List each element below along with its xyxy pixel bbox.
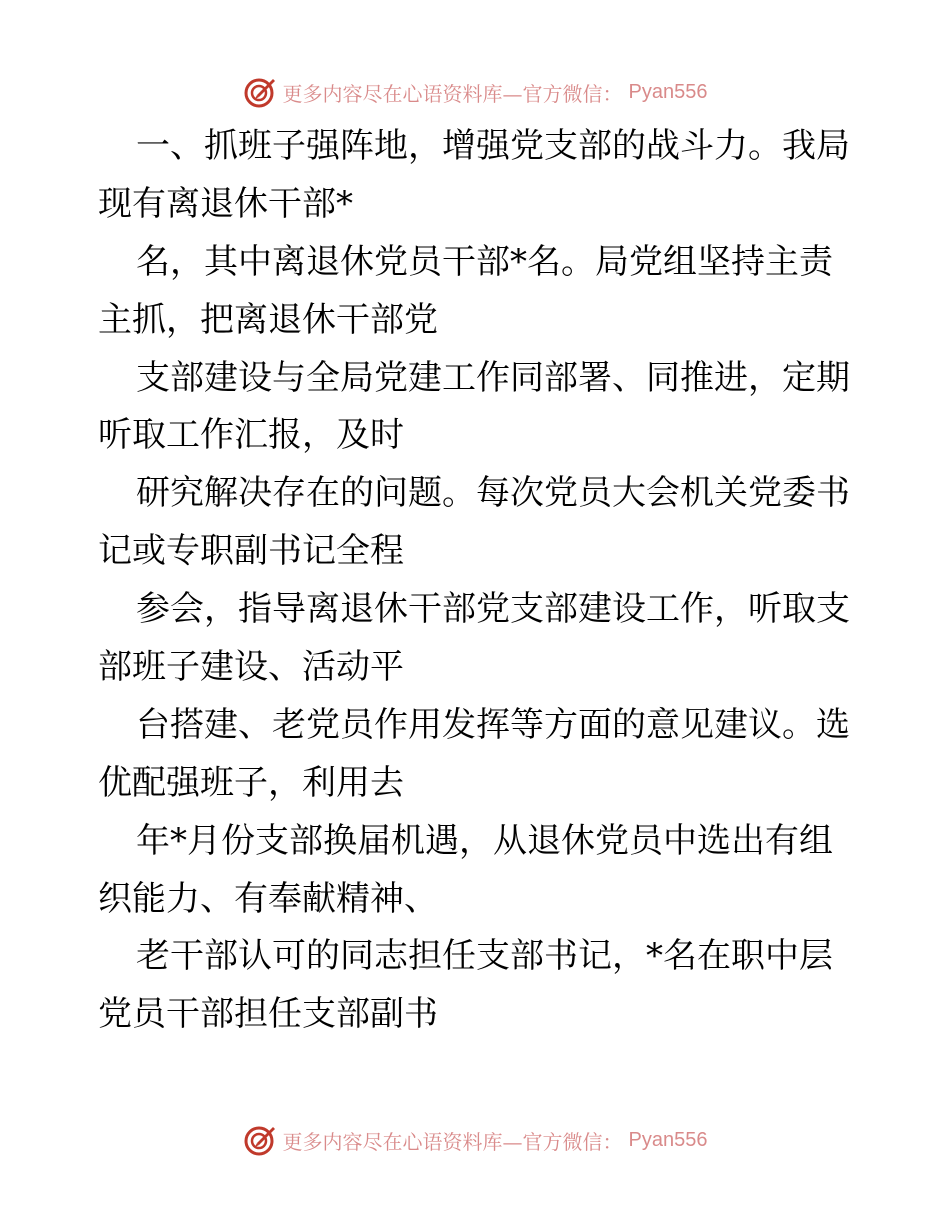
body-line: 现有离退休干部*: [98, 183, 353, 224]
pen-logo-icon: [243, 75, 277, 109]
body-line: 参会，指导离退休干部党支部建设工作，听取支: [136, 589, 850, 630]
body-line: 台搭建、老党员作用发挥等方面的意见建议。选: [136, 704, 850, 745]
footer-banner-handle: Pyan556: [628, 1128, 708, 1151]
body-line: 记或专职副书记全程: [98, 531, 404, 572]
body-line: 一、抓班子强阵地，增强党支部的战斗力。我局: [136, 126, 850, 166]
body-line: 党员干部担任支部副书: [98, 994, 438, 1035]
body-line: 部班子建设、活动平: [98, 647, 404, 688]
header-banner: [0, 72, 950, 112]
body-line: 支部建设与全局党建工作同部署、同推进，定期: [136, 357, 850, 398]
body-line: 织能力、有奉献精神、: [98, 878, 438, 919]
body-line: 研究解决存在的问题。每次党员大会机关党委书: [136, 473, 850, 514]
document-body: [98, 118, 858, 1044]
body-line: 主抓，把离退休干部党: [98, 299, 438, 340]
body-line: 年*月份支部换届机遇，从退休党员中选出有组: [136, 820, 833, 861]
footer-banner-text: 更多内容尽在心语资料库—官方微信：: [282, 1129, 623, 1154]
body-line: 名，其中离退休党员干部*名。局党组坚持主责: [136, 241, 833, 282]
header-banner-text: 更多内容尽在心语资料库—官方微信：: [282, 81, 623, 106]
body-line: 优配强班子，利用去: [98, 762, 404, 803]
header-banner-handle: Pyan556: [628, 80, 708, 103]
body-line: 老干部认可的同志担任支部书记，*名在职中层: [136, 936, 833, 977]
pen-logo-icon: [243, 1123, 277, 1157]
footer-banner: [0, 1120, 950, 1160]
body-line: 听取工作汇报，及时: [98, 415, 404, 456]
